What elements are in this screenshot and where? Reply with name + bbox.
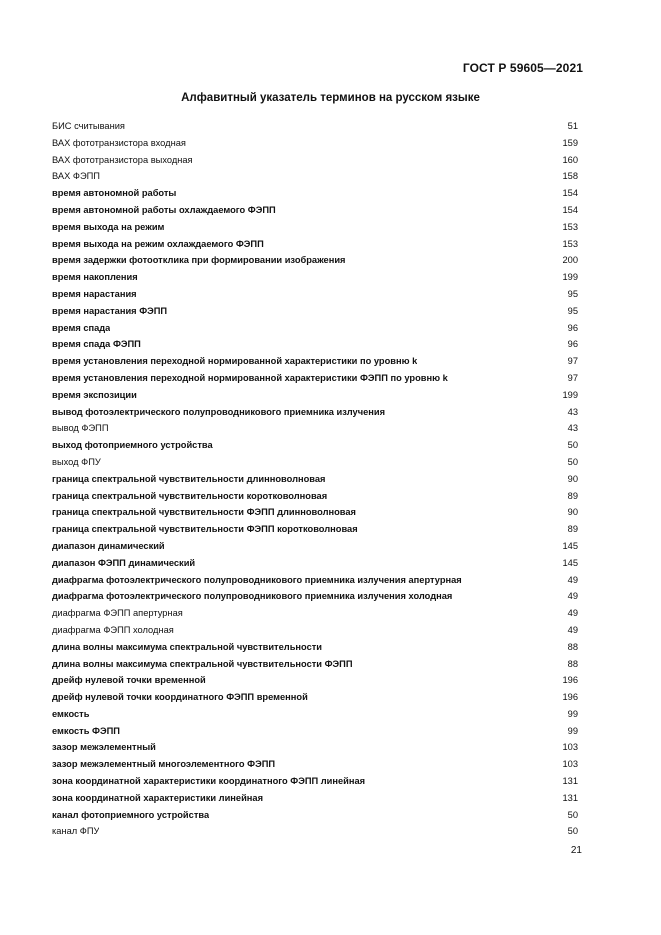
index-term: зона координатной характеристики координатного ФЭПП линейная [52, 776, 366, 787]
page-number: 21 [570, 845, 582, 856]
index-page-ref: 90 [567, 473, 578, 484]
index-page-ref: 89 [567, 490, 578, 501]
index-entry [52, 521, 578, 538]
index-entry [52, 202, 578, 219]
index-entry [52, 252, 578, 269]
index-term: граница спектральной чувствительности коротковолновая [52, 490, 328, 501]
index-entry [52, 135, 578, 152]
index-term: время установления переходной нормированной характеристики ФЭПП по уровню k [52, 372, 448, 383]
index-term: диапазон ФЭПП динамический [52, 557, 196, 568]
document-standard-number: ГОСТ Р 59605—2021 [462, 61, 583, 75]
index-title: Алфавитный указатель терминов на русском языке [181, 92, 480, 104]
index-page-ref: 43 [567, 423, 578, 434]
index-entry [52, 404, 578, 421]
index-entry [52, 286, 578, 303]
index-term: граница спектральной чувствительности ФЭПП длинноволновая [52, 507, 356, 518]
index-entry [52, 773, 578, 790]
index-term: время спада ФЭПП [52, 339, 141, 350]
index-page-ref: 51 [567, 121, 578, 131]
index-entry [52, 639, 578, 656]
index-entry [52, 504, 578, 521]
index-page-ref: 50 [567, 440, 578, 451]
index-entry [52, 236, 578, 253]
index-entry [52, 605, 578, 622]
index-entry [52, 588, 578, 605]
index-entry [52, 756, 578, 773]
index-entry [52, 538, 578, 555]
term-index-list [52, 118, 578, 840]
index-page-ref: 153 [562, 221, 578, 232]
index-page-ref: 154 [562, 188, 578, 199]
index-page-ref: 99 [567, 725, 578, 736]
index-term: емкость [52, 708, 90, 719]
index-page-ref: 103 [562, 759, 578, 770]
index-term: длина волны максимума спектральной чувствительности ФЭПП [52, 658, 353, 669]
index-page-ref: 50 [567, 809, 578, 820]
index-term: диафрагма ФЭПП холодная [52, 624, 174, 635]
index-term: время нарастания ФЭПП [52, 305, 168, 316]
index-term: диафрагма фотоэлектрического полупроводникового приемника излучения холодная [52, 591, 453, 602]
index-page-ref: 49 [567, 591, 578, 602]
index-term: время спада [52, 322, 111, 333]
index-entry [52, 437, 578, 454]
index-term: ВАХ фототранзистора выходная [52, 154, 193, 165]
index-entry [52, 622, 578, 639]
index-page-ref: 99 [567, 708, 578, 719]
index-entry [52, 823, 578, 840]
index-term: время автономной работы [52, 188, 177, 199]
index-page-ref: 43 [567, 406, 578, 417]
index-term: граница спектральной чувствительности ФЭПП коротковолновая [52, 524, 358, 535]
index-entry [52, 370, 578, 387]
index-page-ref: 200 [562, 255, 578, 266]
index-term: время установления переходной нормированной характеристики по уровню k [52, 356, 418, 367]
index-entry [52, 790, 578, 807]
index-entry [52, 739, 578, 756]
index-term: диафрагма ФЭПП апертурная [52, 608, 183, 619]
index-term: канал ФПУ [52, 826, 100, 837]
index-entry [52, 572, 578, 589]
index-entry [52, 723, 578, 740]
index-page-ref: 97 [567, 372, 578, 383]
index-page-ref: 97 [567, 356, 578, 367]
index-entry [52, 454, 578, 471]
index-term: вывод ФЭПП [52, 423, 109, 434]
index-term: время нарастания [52, 288, 137, 299]
index-term: время задержки фотоотклика при формировании изображения [52, 255, 346, 266]
index-term: БИС считывания [52, 121, 125, 131]
index-page-ref: 153 [562, 238, 578, 249]
index-entry [52, 336, 578, 353]
index-page-ref: 88 [567, 658, 578, 669]
index-page-ref: 196 [562, 675, 578, 686]
index-entry [52, 303, 578, 320]
index-entry [52, 471, 578, 488]
index-term: граница спектральной чувствительности длинноволновая [52, 473, 326, 484]
index-page-ref: 199 [562, 272, 578, 283]
index-page-ref: 145 [562, 540, 578, 551]
index-entry [52, 420, 578, 437]
index-page-ref: 49 [567, 608, 578, 619]
index-page-ref: 103 [562, 742, 578, 753]
index-page-ref: 159 [562, 137, 578, 148]
index-page-ref: 158 [562, 171, 578, 182]
index-term: канал фотоприемного устройства [52, 809, 210, 820]
index-entry [52, 320, 578, 337]
index-term: дрейф нулевой точки временной [52, 675, 206, 686]
index-term: диапазон динамический [52, 540, 165, 551]
index-entry [52, 656, 578, 673]
index-page-ref: 90 [567, 507, 578, 518]
index-entry [52, 807, 578, 824]
index-term: время экспозиции [52, 389, 137, 400]
index-entry [52, 689, 578, 706]
index-page-ref: 199 [562, 389, 578, 400]
index-entry [52, 269, 578, 286]
index-page-ref: 196 [562, 692, 578, 703]
index-entry [52, 168, 578, 185]
index-entry [52, 353, 578, 370]
index-page-ref: 95 [567, 305, 578, 316]
index-term: зазор межэлементный [52, 742, 156, 753]
index-term: выход фотоприемного устройства [52, 440, 213, 451]
index-entry [52, 387, 578, 404]
index-term: емкость ФЭПП [52, 725, 120, 736]
index-entry [52, 185, 578, 202]
index-entry [52, 555, 578, 572]
index-entry [52, 706, 578, 723]
index-term: время накопления [52, 272, 138, 283]
index-term: ВАХ ФЭПП [52, 171, 100, 182]
index-term: ВАХ фототранзистора входная [52, 137, 186, 148]
index-page-ref: 95 [567, 288, 578, 299]
index-term: время выхода на режим [52, 221, 165, 232]
index-term: выход ФПУ [52, 456, 101, 467]
index-term: время выхода на режим охлаждаемого ФЭПП [52, 238, 264, 249]
index-page-ref: 145 [562, 557, 578, 568]
index-page-ref: 50 [567, 826, 578, 837]
index-page-ref: 131 [562, 776, 578, 787]
index-page-ref: 160 [562, 154, 578, 165]
index-entry [52, 118, 578, 135]
index-entry [52, 152, 578, 169]
index-page-ref: 131 [562, 792, 578, 803]
index-term: диафрагма фотоэлектрического полупроводникового приемника излучения апертурная [52, 574, 462, 585]
index-page-ref: 154 [562, 204, 578, 215]
index-page-ref: 96 [567, 339, 578, 350]
index-page-ref: 96 [567, 322, 578, 333]
index-entry [52, 219, 578, 236]
index-page-ref: 88 [567, 641, 578, 652]
index-page-ref: 49 [567, 574, 578, 585]
index-page-ref: 49 [567, 624, 578, 635]
index-term: длина волны максимума спектральной чувствительности [52, 641, 323, 652]
index-page-ref: 50 [567, 456, 578, 467]
index-term: вывод фотоэлектрического полупроводникового приемника излучения [52, 406, 386, 417]
index-term: зазор межэлементный многоэлементного ФЭПП [52, 759, 276, 770]
index-page-ref: 89 [567, 524, 578, 535]
index-entry [52, 672, 578, 689]
index-term: время автономной работы охлаждаемого ФЭПП [52, 204, 276, 215]
index-entry [52, 488, 578, 505]
index-term: зона координатной характеристики линейная [52, 792, 264, 803]
index-term: дрейф нулевой точки координатного ФЭПП временной [52, 692, 308, 703]
